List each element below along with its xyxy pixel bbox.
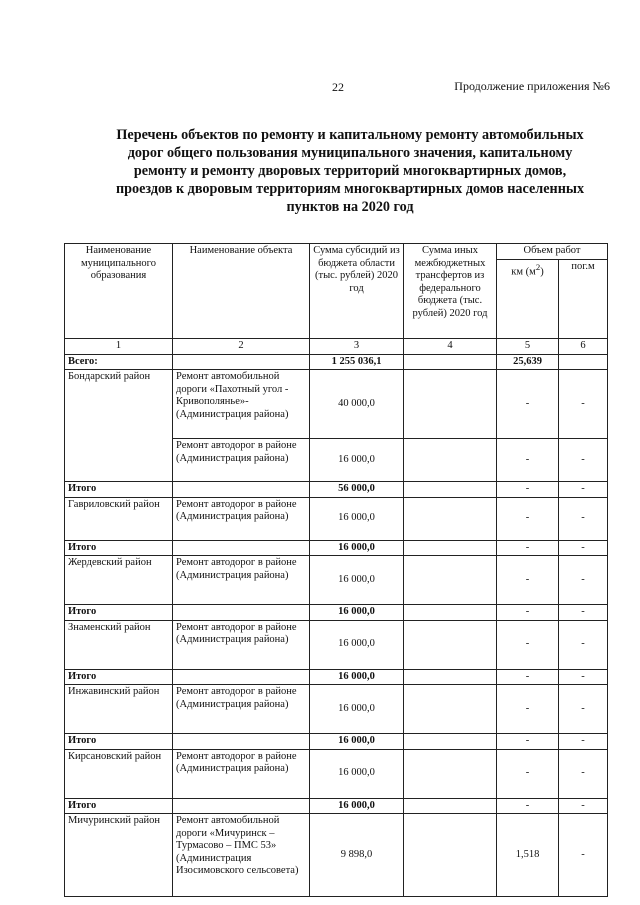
volume-pogm: - bbox=[559, 685, 608, 734]
subtotal-row bbox=[65, 798, 608, 814]
title-line: дорог общего пользования муниципального значения, капитальному bbox=[127, 145, 573, 161]
object-name: Ремонт автомобильной дороги «Мичуринск – Турмасово – ПМС 53» (Администрация Изосимовского сельсовета) bbox=[173, 814, 310, 897]
transfers-sum bbox=[404, 497, 497, 540]
title-line: Перечень объектов по ремонту и капитальному ремонту автомобильных bbox=[116, 127, 584, 143]
subtotal-label: Итого bbox=[65, 540, 173, 556]
transfers-sum bbox=[404, 556, 497, 605]
subtotal-sum: 16 000,0 bbox=[310, 605, 404, 621]
header-subsidy: Сумма субсидий из бюджета области (тыс. рублей) 2020 год bbox=[310, 244, 404, 339]
document-title bbox=[80, 126, 620, 216]
col-number: 2 bbox=[173, 339, 310, 355]
subsidy-sum: 16 000,0 bbox=[310, 497, 404, 540]
title-line: пунктов на 2020 год bbox=[286, 199, 414, 215]
district-name: Кирсановский район bbox=[65, 749, 173, 798]
header-transfers: Сумма иных межбюджетных трансфертов из федерального бюджета (тыс. рублей) 2020 год bbox=[404, 244, 497, 339]
district-name: Жердевский район bbox=[65, 556, 173, 605]
transfers-sum bbox=[404, 685, 497, 734]
volume-km: - bbox=[497, 556, 559, 605]
subtotal-row bbox=[65, 669, 608, 685]
subtotal-sum: 16 000,0 bbox=[310, 669, 404, 685]
subtotal-row bbox=[65, 605, 608, 621]
subsidy-sum: 16 000,0 bbox=[310, 556, 404, 605]
header-pogm: пог.м bbox=[559, 259, 608, 339]
col-number: 4 bbox=[404, 339, 497, 355]
table-row bbox=[65, 497, 608, 540]
col-number: 3 bbox=[310, 339, 404, 355]
object-name: Ремонт автомобильной дороги «Пахотный угол - Кривополянье»-(Администрация района) bbox=[173, 370, 310, 439]
table-row bbox=[65, 685, 608, 734]
subtotal-pogm: - bbox=[559, 605, 608, 621]
transfers-sum bbox=[404, 370, 497, 439]
volume-pogm: - bbox=[559, 749, 608, 798]
object-name: Ремонт автодорог в районе (Администрация района) bbox=[173, 497, 310, 540]
volume-pogm: - bbox=[559, 370, 608, 439]
subtotal-row bbox=[65, 540, 608, 556]
subtotal-km: - bbox=[497, 734, 559, 750]
header-municipality: Наименование муниципального образования bbox=[65, 244, 173, 339]
subtotal-label: Итого bbox=[65, 605, 173, 621]
header-object: Наименование объекта bbox=[173, 244, 310, 339]
col-number: 5 bbox=[497, 339, 559, 355]
title-line: ремонту и ремонту дворовых территорий многоквартирных домов, bbox=[133, 163, 567, 179]
title-line: проездов к дворовым территориям многоквартирных домов населенных bbox=[115, 181, 585, 197]
volume-km: - bbox=[497, 749, 559, 798]
grand-total-km: 25,639 bbox=[497, 354, 559, 370]
col-number: 1 bbox=[65, 339, 173, 355]
object-name: Ремонт автодорог в районе (Администрация района) bbox=[173, 556, 310, 605]
subtotal-pogm: - bbox=[559, 482, 608, 498]
subsidy-sum: 16 000,0 bbox=[310, 749, 404, 798]
subtotal-label: Итого bbox=[65, 798, 173, 814]
volume-pogm: - bbox=[559, 814, 608, 897]
subtotal-km: - bbox=[497, 605, 559, 621]
subtotal-label: Итого bbox=[65, 734, 173, 750]
object-name: Ремонт автодорог в районе (Администрация района) bbox=[173, 685, 310, 734]
transfers-sum bbox=[404, 749, 497, 798]
subtotal-km: - bbox=[497, 482, 559, 498]
subtotal-km: - bbox=[497, 798, 559, 814]
subtotal-row bbox=[65, 734, 608, 750]
district-name: Гавриловский район bbox=[65, 497, 173, 540]
subtotal-label: Итого bbox=[65, 669, 173, 685]
grand-total-row bbox=[65, 354, 608, 370]
volume-pogm: - bbox=[559, 556, 608, 605]
transfers-sum bbox=[404, 814, 497, 897]
subsidy-sum: 16 000,0 bbox=[310, 620, 404, 669]
volume-km: - bbox=[497, 370, 559, 439]
subtotal-sum: 16 000,0 bbox=[310, 734, 404, 750]
table-row bbox=[65, 556, 608, 605]
subtotal-km: - bbox=[497, 669, 559, 685]
object-name: Ремонт автодорог в районе (Администрация района) bbox=[173, 439, 310, 482]
grand-total-sum: 1 255 036,1 bbox=[310, 354, 404, 370]
column-numbers-row bbox=[65, 339, 608, 355]
subtotal-label: Итого bbox=[65, 482, 173, 498]
subtotal-pogm: - bbox=[559, 669, 608, 685]
district-name: Знаменский район bbox=[65, 620, 173, 669]
subtotal-sum: 56 000,0 bbox=[310, 482, 404, 498]
table-row bbox=[65, 749, 608, 798]
grand-total-label: Всего: bbox=[65, 354, 173, 370]
subtotal-pogm: - bbox=[559, 798, 608, 814]
district-name: Мичуринский район bbox=[65, 814, 173, 897]
volume-km: - bbox=[497, 439, 559, 482]
subtotal-km: - bbox=[497, 540, 559, 556]
subtotal-sum: 16 000,0 bbox=[310, 540, 404, 556]
objects-table bbox=[64, 243, 608, 897]
subtotal-pogm: - bbox=[559, 540, 608, 556]
table-row bbox=[65, 814, 608, 897]
subsidy-sum: 40 000,0 bbox=[310, 370, 404, 439]
subtotal-sum: 16 000,0 bbox=[310, 798, 404, 814]
volume-pogm: - bbox=[559, 497, 608, 540]
subsidy-sum: 9 898,0 bbox=[310, 814, 404, 897]
district-name: Инжавинский район bbox=[65, 685, 173, 734]
table-row bbox=[65, 370, 608, 439]
volume-km: - bbox=[497, 685, 559, 734]
table-row bbox=[65, 620, 608, 669]
page-number: 22 bbox=[332, 80, 344, 94]
transfers-sum bbox=[404, 620, 497, 669]
object-name: Ремонт автодорог в районе (Администрация района) bbox=[173, 749, 310, 798]
volume-km: - bbox=[497, 620, 559, 669]
appendix-label: Продолжение приложения №6 bbox=[454, 79, 610, 93]
volume-pogm: - bbox=[559, 620, 608, 669]
subtotal-row bbox=[65, 482, 608, 498]
subsidy-sum: 16 000,0 bbox=[310, 439, 404, 482]
subsidy-sum: 16 000,0 bbox=[310, 685, 404, 734]
volume-pogm: - bbox=[559, 439, 608, 482]
volume-km: - bbox=[497, 497, 559, 540]
subtotal-pogm: - bbox=[559, 734, 608, 750]
object-name: Ремонт автодорог в районе (Администрация района) bbox=[173, 620, 310, 669]
transfers-sum bbox=[404, 439, 497, 482]
col-number: 6 bbox=[559, 339, 608, 355]
volume-km: 1,518 bbox=[497, 814, 559, 897]
district-name: Бондарский район bbox=[65, 370, 173, 482]
header-volume: Объем работ bbox=[497, 244, 608, 260]
header-row bbox=[65, 244, 608, 260]
header-km: км $(м^2)$ bbox=[497, 259, 559, 339]
